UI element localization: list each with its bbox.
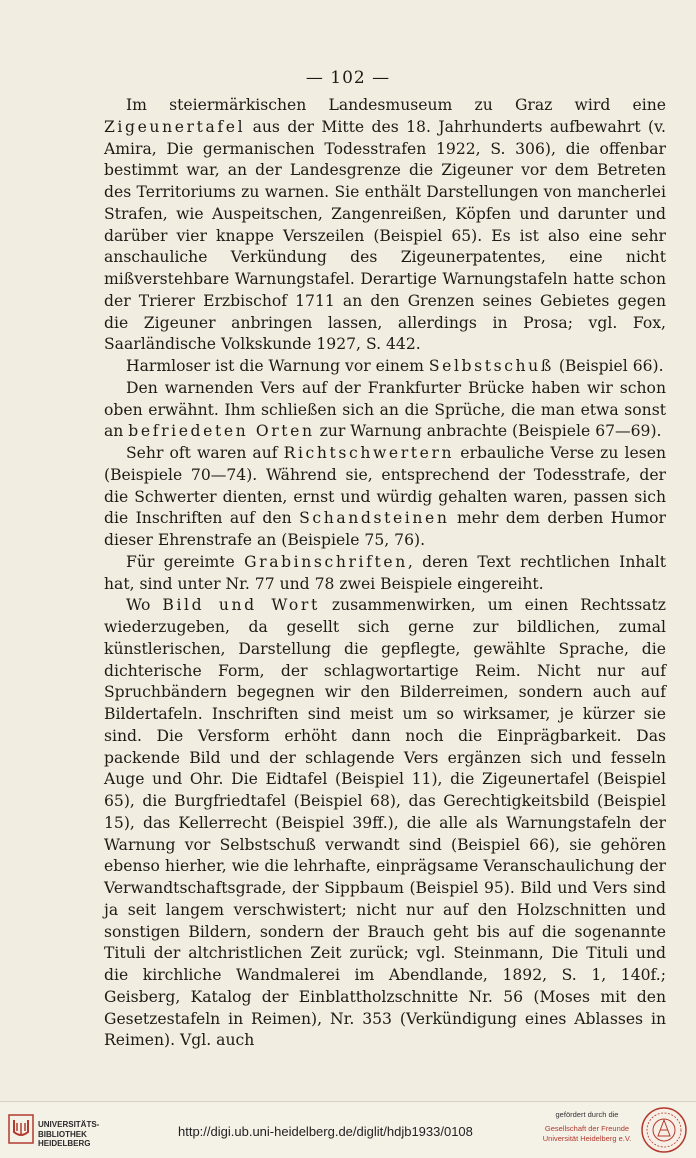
ub-heidelberg-logo-icon[interactable] [8, 1114, 34, 1144]
text-run: aus der Mitte des 18. Jahrhunderts aufbewahrt (v. Amira, Die germanischen Todesstrafen 1922, S. 306), die offenbar bestimmt war, an der Landesgrenze die Zigeuner vor dem Betreten des Territoriums zu warnen. Sie enthält Darstellungen von mancherlei Strafen, wie Auspeitschen, Zangenreißen, Köpfen und darunter und darüber vier knappe Verszeilen (Beispiel 65). Es ist also eine sehr anschauliche Verkündung des Zigeunerpatentes, eine nicht mißverstehbare Warnungstafel. Derartige Warnungstafeln hatte schon der Trierer Erzbischof 1711 an den Grenzen seines Gebietes gegen die Zigeuner anbringen lassen, allerdings in Prosa; vgl. Fox, Saarländische Volkskunde 1927, S. 442. [104, 117, 666, 354]
text-run: mehr dem derben Humor dieser Ehrenstrafe an (Beispiele 75, 76). [104, 509, 667, 549]
emphasized-term: Richtschwertern [283, 444, 455, 462]
text-run: zur Warnung anbrachte (Beispiele 67—69). [314, 422, 662, 441]
paragraph [104, 443, 666, 552]
funder-block [532, 1110, 642, 1144]
emphasized-term: Zigeunertafel [104, 117, 246, 136]
text-run: zusammenwirken, um einen Rechtssatz wiederzugeben, da gesellt sich gerne zur bildlichen, zumal künstlerischen, Darstellung die gepflegte, gewählte Sprache, die dichterische Form, der schlagwortartige Reim. Nicht nur auf Spruchbändern begegnen wir den Bilderreimen, sondern auch auf Bildertafeln. Inschriften sind meist um so wirksamer, je kürzer sie sind. Die Versform erhöht dann noch die Einprägbarkeit. Das packende Bild und der schlagende Vers ergänzen sich und fesseln Auge und Ohr. Die Eidtafel (Beispiel 11), die Zigeunertafel (Beispiel 65), die Burgfriedtafel (Beispiel 68), das Gerechtigkeitsbild (Beispiel 15), das Kellerrecht (Beispiel 39ff.), die alle als Warnungstafeln der Warnung vor Selbstschuß verwandt sind (Beispiel 66), sie gehören ebenso hierher, wie die lehrhafte, einprägsame Veranschaulichung der Verwandtschaftsgrade, der Sippbaum (Beispiel 95). Bild und Vers sind ja seit langem verschwistert; nicht nur auf den Holzschnitten und sonstigen Bildern, sondern der Brauch geht bis auf die sogenannte Tituli der altchristlichen Zeit zurück; vgl. Steinmann, Die Tituli und die kirchliche Wandmalerei im Abendlande, 1892, S. 1, 140f.; Geisberg, Katalog der Einblattholzschnitte Nr. 56 (Moses mit den Gesetzestafeln in Reimen), Nr. 353 (Verkündigung eines Ablasses in Reimen). Vgl. auch [104, 596, 666, 1050]
text-run: Für gereimte [126, 552, 245, 571]
footer-bar [0, 1101, 696, 1158]
emphasized-term: Schandsteinen [299, 509, 450, 528]
paragraph [104, 378, 666, 443]
emphasized-term: Bild und Wort [162, 596, 320, 615]
text-run: Harmloser ist die Warnung vor einem [126, 357, 429, 375]
text-run: Wo [126, 596, 163, 615]
library-name-line3: HEIDELBERG [38, 1139, 91, 1148]
main-text [104, 95, 666, 1052]
library-name-line1: UNIVERSITÄTS- [38, 1120, 100, 1129]
emphasized-term: befriedeten Orten [128, 422, 315, 441]
university-seal-icon[interactable] [640, 1106, 688, 1154]
text-run: Im steiermärkischen Landesmuseum zu Graz wird eine [126, 96, 666, 114]
text-run: Den warnenden Vers auf der Frankfurter Brücke haben wir schon oben erwähnt. Ihm schließen sich an die Sprüche, die man etwa sonst an [104, 378, 666, 441]
paragraph [104, 356, 666, 378]
page-number: — 102 — [305, 68, 391, 88]
text-run: , deren Text rechtlichen Inhalt hat, sind unter Nr. 77 und 78 zwei Beispiele eingereiht. [104, 552, 666, 593]
text-run: Sehr oft waren auf [126, 444, 284, 462]
paragraph [104, 95, 666, 356]
document-url-link[interactable]: http://digi.ub.uni-heidelberg.de/diglit/hdjb1933/0108 [178, 1124, 473, 1139]
library-name [38, 1120, 99, 1149]
text-run: (Beispiel 66). [553, 357, 664, 375]
paragraph [104, 595, 666, 1052]
funder-name-line2: Universität Heidelberg e.V. [542, 1134, 632, 1143]
paragraph [104, 552, 666, 596]
emphasized-term: Grabinschriften [244, 552, 408, 571]
text-run: erbauliche Verse zu lesen (Beispiele 70—74). Während sie, entsprechend der Todesstrafe, der die Schwerter dienten, ernst und würdig gehalten waren, passen sich die Inschriften auf den [104, 444, 666, 528]
funder-label: gefördert durch die [555, 1110, 619, 1119]
funder-name-line1: Gesellschaft der Freunde [544, 1124, 630, 1133]
emphasized-term: Selbstschuß [428, 357, 554, 375]
library-name-line2: BIBLIOTHEK [38, 1129, 87, 1139]
